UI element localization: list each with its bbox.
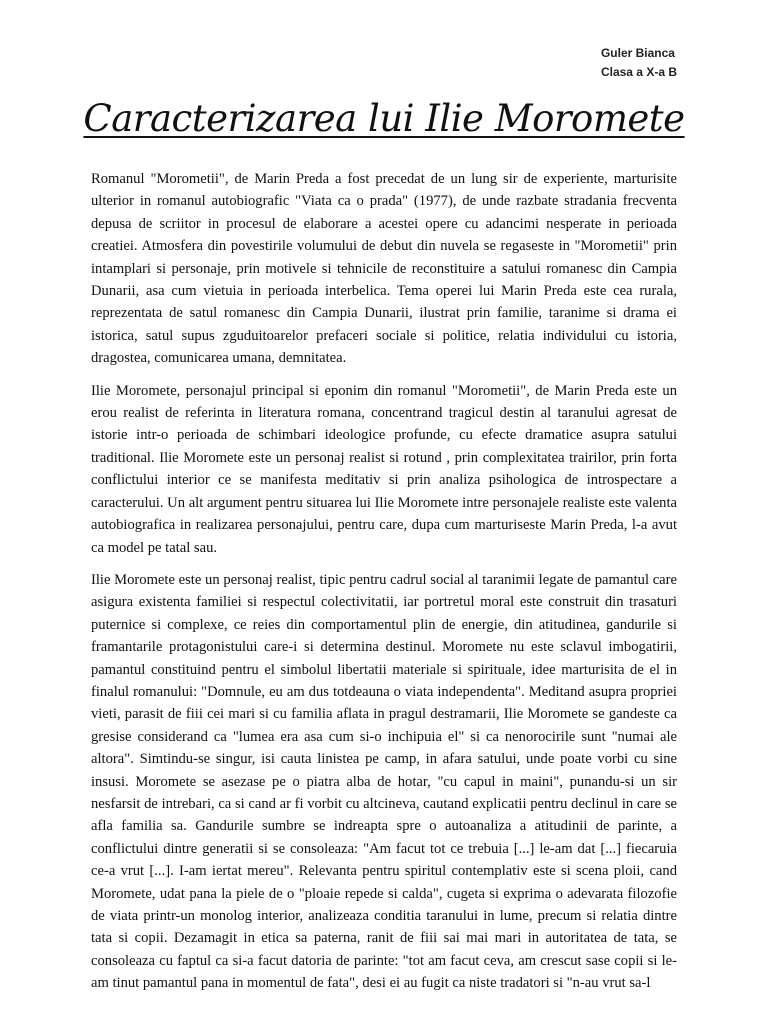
author-name: Guler Bianca xyxy=(600,46,675,60)
paragraph-character-analysis: Ilie Moromete este un personaj realist, tipic pentru cadrul social al taranimii legate de pamantul care asigura existenta familiei si respectul colectivitatii, iar portretul moral este construit din trasaturi puternice si complexe, ce reies din comportamentul plin de energie, din atitudinea, gandurile si framantarile protagonistului care-i si determina destinul. Moromete nu este sclavul imbogatirii, pamantul constituind pentru el simbolul libertatii materiale si spirituale, idee marturisita de el in finalul romanului: "Domnule, eu am dus totdeauna o viata independenta". Meditand asupra propriei vieti, parasit de fiii cei mari si cu familia aflata in pragul destramarii, Ilie Moromete se gandeste ca gresise considerand ca "lumea era asa cum si-o inchipuia el" si ca nenorocirile sunt "numai ale altora". Simtindu-se singur, isi cauta linistea pe camp, in afara satului, unde poate vorbi cu sine insusi. Moromete se asezase pe o piatra alba de hotar, "cu capul in maini", punandu-si un sir nesfarsit de intrebari, ca si cand ar fi vorbit cu altcineva, cautand explicatii pentru declinul in care se afla familia sa. Gandurile sumbre se indreapta spre o autoanaliza a atitudinii de parinte, a conflictului dintre generatii si se consoleaza: "Am facut tot ce trebuia [...] le-am dat [...] fiecaruia ce-a vrut [...]. I-am iertat mereu". Relevanta pentru spiritul contemplativ este si scena ploii, cand Moromete, udat pana la piele de o "ploaie repede si calda", cugeta si exprima o adevarata filozofie de viata printr-un monolog interior, analizeaza conditia taranului in lume, precum si relatia dintre tata si copii. Dezamagit in etica sa paterna, ranit de fiii sai mai mari in autoritatea de tata, se consoleaza cu faptul ca si-a facut datoria de parinte: "tot am facut ceva, am crescut sase copii si le-am tinut pamantul pana in momentul de fata", desi ei au fugit ca niste tradatori si "n-au vrut sa-l xyxy=(91,571,677,992)
paragraph-introduction: Romanul "Morometii", de Marin Preda a fost precedat de un lung sir de experiente, marturisite ulterior in romanul autobiografic "Viata ca o prada" (1977), de unde razbate stradania frecventa depusa de scriitor in procesul de elaborare a acestei opere cu adancimi nesperate in perioada creatiei. Atmosfera din povestirile volumului de debut din nuvela se regaseste in "Morometii" prin intamplari si personaje, prin motivele si tehnicile de reconstituire a satului romanesc din Campia Dunarii, asa cum vietuia in perioada interbelica. Tema operei lui Marin Preda este cea rurala, reprezentata de satul romanesc din Campia Dunarii, ilustrat prin familie, taranime si drama ei istorica, satul supus zguduitoarelor prefaceri sociale si politice, relatia individului cu istoria, dragostea, comunicarea umana, demnitatea. xyxy=(91,171,677,367)
author-class: Clasa a X-a B xyxy=(600,65,677,79)
document-body xyxy=(91,168,677,1005)
paragraph-character-overview: Ilie Moromete, personajul principal si eponim din romanul "Morometii", de Marin Preda este un erou realist de referinta in literatura romana, concentrand tragicul destin al taranului agresat de istorie intr-o perioada de schimbari ideologice profunde, cu efecte dramatice asupra satului traditional. Ilie Moromete este un personaj realist si rotund , prin complexitatea trairilor, prin forta conflictului interior ce se manifesta meditativ si prin analiza psihologica de introspectare a caracterului. Un alt argument pentru situarea lui Ilie Moromete intre personajele realiste este valenta autobiografica in realizarea personajului, pentru care, dupa cum marturiseste Marin Preda, l-a avut ca model pe tatal sau. xyxy=(91,382,677,556)
author-info xyxy=(601,44,677,82)
document-title: Caracterizarea lui Ilie Moromete xyxy=(83,97,685,140)
